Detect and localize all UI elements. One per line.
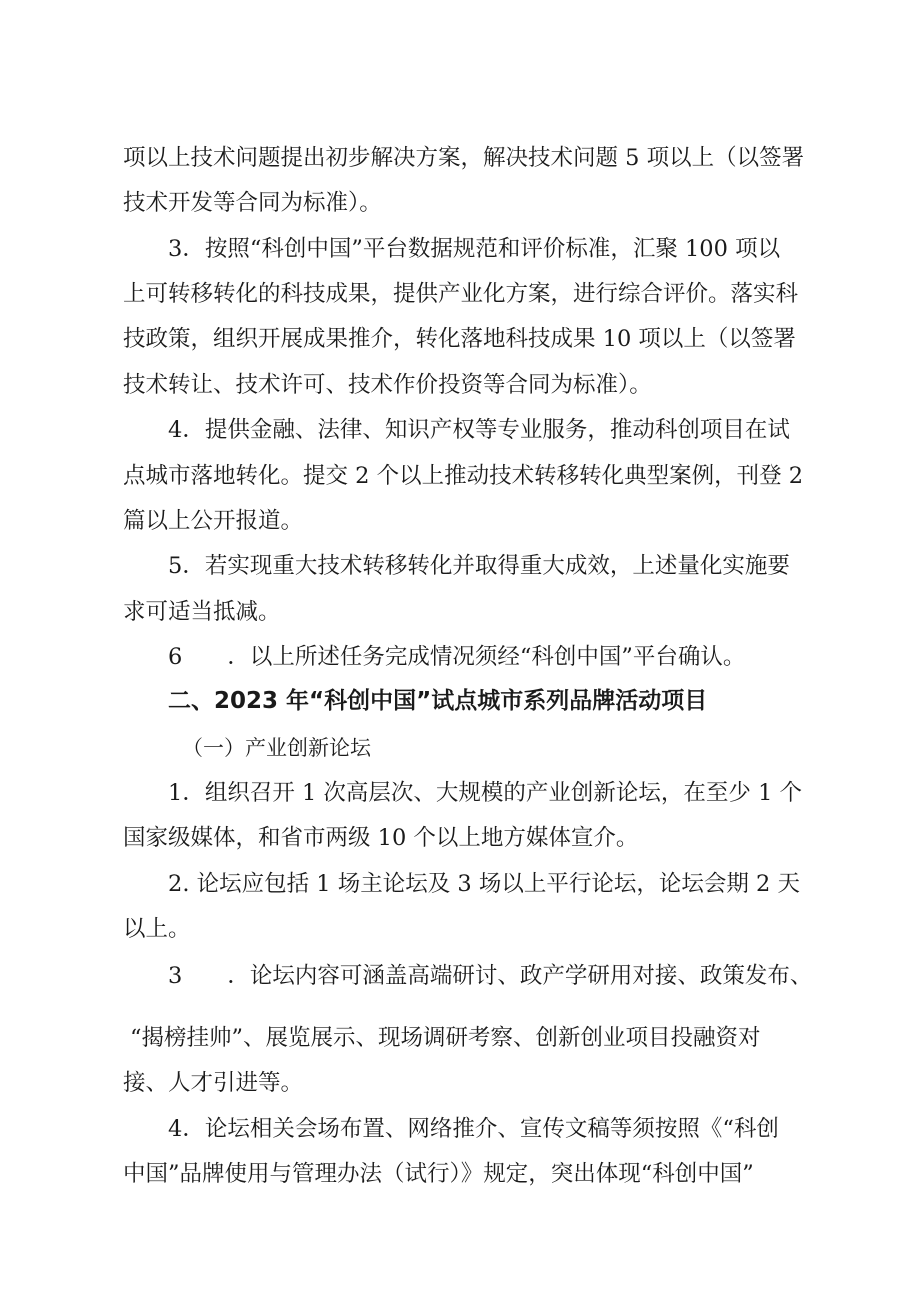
paragraph-line: 4．论坛相关会场布置、网络推介、宣传文稿等须按照《“科创: [168, 1116, 779, 1142]
paragraph-line: 技术开发等合同为标准）。: [123, 190, 382, 216]
paragraph-line: 上可转移转化的科技成果，提供产业化方案，进行综合评价。落实科: [123, 281, 799, 307]
paragraph-line: 篇以上公开报道。: [123, 508, 304, 534]
paragraph-line: 接、人才引进等。: [123, 1070, 304, 1096]
paragraph-line: 3．按照“科创中国”平台数据规范和评价标准，汇聚 100 项以: [168, 236, 781, 262]
paragraph-line: 项以上技术问题提出初步解决方案，解决技术问题 5 项以上（以签署: [123, 145, 805, 171]
paragraph-line: 求可适当抵减。: [123, 599, 281, 625]
paragraph-line: 4．提供金融、法律、知识产权等专业服务，推动科创项目在试: [168, 417, 790, 443]
paragraph-line: 中国”品牌使用与管理办法（试行）》规定，突出体现“科创中国”: [123, 1161, 754, 1187]
subsection-heading: （一）产业创新论坛: [182, 736, 371, 760]
paragraph-line: 技术转让、技术许可、技术作价投资等合同为标准）。: [123, 372, 652, 398]
paragraph-line: 国家级媒体，和省市两级 10 个以上地方媒体宣介。: [123, 825, 639, 851]
paragraph-line: 5．若实现重大技术转移转化并取得重大成效，上述量化实施要: [168, 553, 790, 579]
paragraph-line: 3 ．论坛内容可涵盖高端研讨、政产学研用对接、政策发布、: [168, 963, 813, 989]
paragraph-line: 6 ．以上所述任务完成情况须经“科创中国”平台确认。: [168, 644, 746, 670]
section-heading: 二、2023 年“科创中国”试点城市系列品牌活动项目: [168, 688, 708, 714]
paragraph-line: 技政策，组织开展成果推介，转化落地科技成果 10 项以上（以签署: [123, 326, 796, 352]
paragraph-line: 1．组织召开 1 次高层次、大规模的产业创新论坛，在至少 1 个: [168, 780, 803, 806]
paragraph-line: 2. 论坛应包括 1 场主论坛及 3 场以上平行论坛，论坛会期 2 天: [168, 871, 800, 897]
paragraph-line: “揭榜挂帅”、展览展示、现场调研考察、创新创业项目投融资对: [130, 1025, 761, 1051]
paragraph-line: 以上。: [123, 916, 191, 942]
paragraph-line: 点城市落地转化。提交 2 个以上推动技术转移转化典型案例，刊登 2: [123, 463, 804, 489]
